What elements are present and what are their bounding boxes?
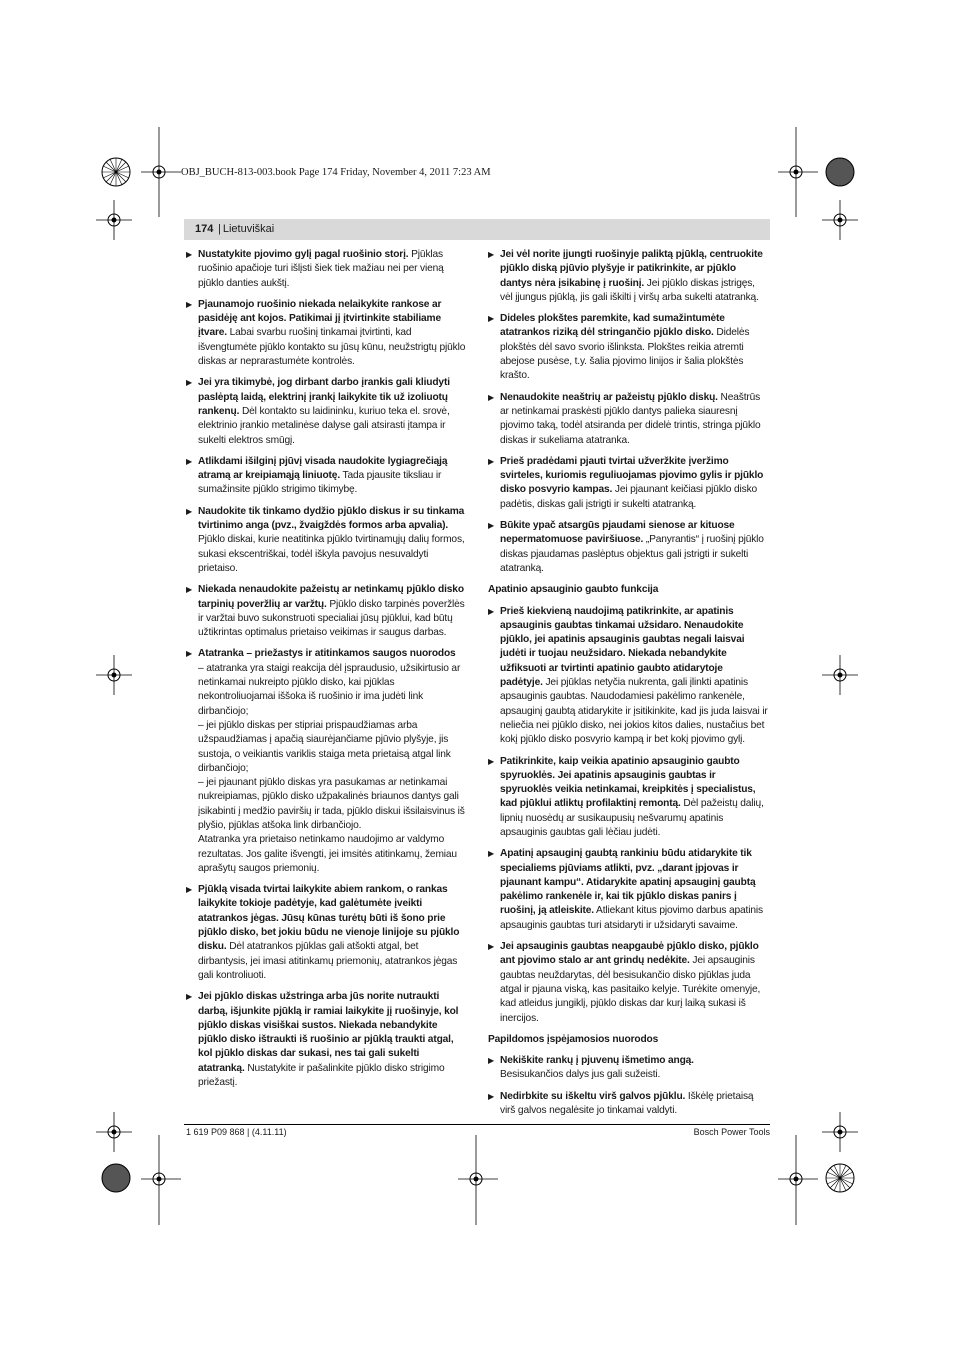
registration-mark-top-left-rosette (101, 157, 131, 187)
safety-item-bold-text: Pjūklą visada tvirtai laikykite abiem rankom, o rankas laikykite tokioje padėtyje, kad galėtumėte įveikti atatrankos jėgas. Jūsų kūnas turėtų būti iš šono prie pjūklo disko, bet jokiu būdu ne vienoje linijoje su pjūklo disku. (198, 884, 460, 953)
safety-item-bold-text: Atatranka – priežastys ir atitinkamos saugos nuorodos (198, 648, 456, 660)
bullet-triangle-icon: ▶ (488, 521, 495, 531)
safety-item-text: Dėl kontakto su laidininku, kuriuo teka el. srovė, elektrinio įrankio metalinėse dalyse gali atsirasti įtampa ir sukelti elektros smūgį. (198, 405, 450, 446)
safety-item-text: Jei pjaunant keičiasi pjūklo disko padėtis, diskas gali įstrigti ir sukelti atatranką. (500, 484, 758, 510)
section-heading-lower-guard: Apatinio apsauginio gaubto funkcija (488, 584, 659, 596)
safety-item-bold-text: Prieš kiekvieną naudojimą patikrinkite, ar apatinis apsauginis gaubtas tinkamai užsidaro. Nenaudokite pjūklo, jei apatinis apsauginis gaubtas negali laisvai judėti ir tuojau neužsidaro. Niekada nebandykite užfiksuoti ar tvirtinti apatinio gaubto atidarytoje padėtyje. (500, 605, 745, 689)
crosshair-mark-left-middle (96, 655, 132, 695)
safety-item-text: Besisukančios dalys jus gali sužeisti. (500, 1069, 661, 1081)
crosshair-mark-top-right (778, 127, 818, 217)
safety-list-item (488, 755, 768, 841)
safety-item-bold-text: Jei apsauginis gaubtas neapgaubė pjūklo disko, pjūklo ant pjovimo stalo ar ant grindų nedėkite. (500, 941, 759, 967)
safety-item-bold-text: Patikrinkite, kaip veikia apatinio apsauginio gaubto spyruoklės. Jei apatinis apsauginis gaubtas ir spyruoklės veikia netinkamai, kreipkitės į specialistus, kad pjūklui atliktų profilaktinį remontą. (500, 755, 756, 810)
safety-item-bold-text: Nenaudokite neaštrių ar pažeistų pjūklo diskų. (500, 391, 718, 403)
right-safety-list-b (488, 605, 768, 1026)
safety-list-item (488, 940, 768, 1026)
safety-item-bold-text: Naudokite tik tinkamo dydžio pjūklo diskus ir su tinkama tvirtinimo anga (pvz., žvaigždės formos arba apvalia). (198, 505, 465, 532)
safety-item-text: Atliekant kitus pjovimo darbus apatinis apsauginis gaubtas turi atsidaryti ir užsidaryti savaime. (500, 905, 763, 931)
safety-item-bold-text: Atlikdami išilginį pjūvį visada naudokite lygiagrečiąją atramą ar kreipiamąją liniuotę. (198, 455, 448, 482)
right-column (488, 248, 768, 1125)
safety-item-text: Pjūklo diskai, kurie neatitinka pjūklo tvirtinamųjų dalių formos, sukasi ekscentriškai, todėl iškyla pavojus nesuvaldyti prietaiso. (198, 534, 465, 574)
safety-list-item (488, 248, 768, 305)
bullet-triangle-icon: ▶ (186, 299, 193, 309)
safety-list-item (186, 298, 466, 369)
language-label: Lietuviškai (222, 223, 275, 235)
bullet-triangle-icon: ▶ (488, 314, 495, 324)
left-safety-list (186, 248, 466, 1090)
safety-list-item (488, 847, 768, 933)
registration-mark-bottom-right-rosette (825, 1163, 855, 1193)
printer-slug-line: OBJ_BUCH-813-003.book Page 174 Friday, November 4, 2011 7:23 AM (181, 167, 491, 178)
crosshair-mark-right-upper (822, 200, 858, 240)
safety-item-text: – atatranka yra staigi reakcija dėl įspraudusio, užsikirtusio ar netinkamai nukreipto pjūklo disko, kai pjūklas nekontroliuojamai iššoka iš ruošinio ir ima judėti link dirbančiojo; – jei pjūklo diskas per stipriai prispaudžiamas arba užspaudžiamas į apačią siaurėjančiame pjūvio plyšyje, jis sustoja, o veikiantis variklis staiga meta prietaisą atgal link dirbančiojo; – jei pjaunant pjūklo diskas yra pasukamas ar netinkamai nukreipiamas, pjūklo disko užpakalinės briaunos dantys gali įsikabinti į medžio paviršių ir tada, pjūklo diskui išsilaisvinus iš plyšio, pjūklas atšoka link dirbančiojo. Atatranka yra prietaiso netinkamo naudojimo ar valdymo rezultatas. Jos galite išvengti, jei imsitės atitinkamų, žemiau aprašytų saugos priemonių. (198, 662, 465, 874)
safety-item-bold-text: Jei pjūklo diskas užstringa arba jūs norite nutraukti darbą, išjunkite pjūklą ir ramiai laikykite jį ruošinyje, kol pjūklo diskas visiškai sustos. Niekada nebandykite pjūklo disko ištraukti iš ruošinio ar pjūklą traukti atgal, kol pjūklo diskas dar sukasi, nes tai gali sukelti atatranką. (198, 991, 459, 1074)
bullet-triangle-icon: ▶ (488, 849, 495, 859)
safety-list-item (488, 455, 768, 512)
safety-list-item (186, 583, 466, 640)
safety-item-text: Neaštrūs ar netinkamai praskėsti pjūklo dantys palieka siauresnį pjovimo taką, todėl atsiranda per didelė trintis, stringa pjūklo diskas ir sukeliama atatranka. (500, 391, 761, 446)
crosshair-mark-left-lower (96, 1112, 132, 1152)
safety-list-item (488, 312, 768, 383)
safety-item-bold-text: Jei yra tikimybė, jog dirbant darbo įrankis gali kliudyti paslėptą laidą, elektrinį įrankį laikykite tik už izoliuotų rankenų. (198, 377, 450, 417)
bullet-triangle-icon: ▶ (488, 756, 495, 766)
bullet-triangle-icon: ▶ (488, 456, 495, 466)
safety-item-bold-text: Niekada nenaudokite pažeistų ar netinkamų pjūklo disko tarpinių poveržlių ar varžtų. (198, 584, 464, 610)
bullet-triangle-icon: ▶ (186, 649, 193, 659)
safety-item-bold-text: Prieš pradėdami pjauti tvirtai užveržkite įveržimo svirteles, kuriomis reguliuojamas pjovimo gylis ir pjūklo disko posvyrio kampas. (500, 455, 764, 496)
page-number: 174 (195, 223, 214, 235)
bullet-triangle-icon: ▶ (488, 942, 495, 952)
safety-item-text: „Panyrantis“ į ruošinį pjūklo diskas pjaudamas paslėptus objektus gali įstrigti ir sukelti atatranką. (500, 534, 764, 574)
safety-item-bold-text: Nedirbkite su iškeltu virš galvos pjūklu. (500, 1090, 686, 1102)
bullet-triangle-icon: ▶ (186, 250, 193, 259)
right-safety-list-c (488, 1054, 768, 1118)
footer-brand: Bosch Power Tools (693, 1127, 770, 1137)
bullet-triangle-icon: ▶ (186, 456, 193, 466)
crosshair-mark-left-upper (96, 200, 132, 240)
page-language (218, 223, 274, 235)
safety-item-text: Dėl pažeistų dalių, lipnių nuosėdų ar susikaupusių nešvarumų apatinis apsauginis gaubtas gali lėčiau judėti. (500, 798, 764, 838)
safety-item-text: Jei pjūklas netyčia nukrenta, gali įlinkti apatinis apsauginis gaubtas. Naudodamiesi pakėlimo rankenėle, apsauginį gaubtą atidarykite ir įsitikinkite, kad jis juda laisvai ir neliečia nei pjūklo disko, nei jokios kitos dalies, nustačius bet kokį pjūklo disko posvyrio kampą ir bet kokį pjovimo gylį. (500, 677, 768, 746)
safety-list-item (488, 605, 768, 748)
safety-item-bold-text: Apatinį apsauginį gaubtą rankiniu būdu atidarykite tik specialiems pjūviams atlikti, pvz. „darant įpjovas ir pjaunant kampu“. Atidarykite apatinį apsauginį gaubtą pakėlimo rankenėle ir, kai tik pjūklo diskas panirs į ruošinį, ją atleiskite. (500, 848, 756, 917)
safety-list-item (186, 883, 466, 983)
safety-list-item (488, 1054, 768, 1083)
crosshair-mark-bottom-center (458, 1135, 498, 1225)
registration-mark-top-right-dark (825, 157, 855, 187)
safety-item-text: Didelės plokštės dėl savo svorio išlinksta. Plokštes reikia atremti abejose pusėse, t.y. šalia pjovimo linijos ir šalia plokštės krašto. (500, 327, 750, 382)
safety-item-text: Jei apsauginis gaubtas neuždarytas, dėl besisukančio disko pjūklas juda atgal ir pjauna viską, kas pasitaiko kelyje. Turėkite omenyje, kad atleidus jungiklį, pjūklo diskas dar kurį laiką sukasi iš inercijos. (500, 955, 761, 1024)
bullet-triangle-icon: ▶ (488, 392, 495, 402)
bullet-triangle-icon: ▶ (488, 1056, 495, 1066)
section-heading-additional-warnings: Papildomos įspėjamosios nuorodos (488, 1033, 659, 1045)
safety-list-item (488, 1090, 768, 1119)
safety-item-text: Iškėlę prietaisą virš galvos negalėsite jo tinkamai valdyti. (500, 1090, 754, 1117)
right-safety-list-a (488, 248, 768, 576)
crosshair-mark-bottom-left (141, 1135, 181, 1225)
crosshair-mark-right-lower (822, 1112, 858, 1152)
bullet-triangle-icon: ▶ (186, 585, 193, 595)
bullet-triangle-icon: ▶ (488, 606, 495, 616)
safety-list-item (186, 248, 466, 291)
safety-item-bold-text: Jei vėl norite įjungti ruošinyje paliktą pjūklą, centruokite pjūklo diską pjūvio plyšyje ir patikrinkite, ar pjūklo dantys nėra įsikabinę į ruošinį. (500, 249, 763, 289)
bullet-triangle-icon: ▶ (186, 506, 193, 516)
safety-item-bold-text: Pjaunamojo ruošinio niekada nelaikykite rankose ar pasidėję ant kojos. Patikimai jį įtvirtinkite stabiliame įtvare. (198, 298, 442, 339)
safety-item-text: Pjūklas ruošinio apačioje turi išlįsti šiek tiek mažiau nei per vieną pjūklo danties aukštį. (198, 249, 444, 289)
safety-item-bold-text: Dideles plokštes paremkite, kad sumažintumėte atatrankos riziką dėl stringančio pjūklo disko. (500, 313, 725, 339)
safety-list-item (186, 455, 466, 498)
bullet-triangle-icon: ▶ (488, 1091, 495, 1101)
bullet-triangle-icon: ▶ (186, 992, 193, 1002)
bullet-triangle-icon: ▶ (488, 250, 495, 259)
safety-list-item (488, 519, 768, 576)
safety-item-text: Dėl atatrankos pjūklas gali atšokti atgal, bet dirbantysis, jei imasi atitinkamų priemonių, atatrankos jėgas gali kontroliuoti. (198, 941, 458, 981)
safety-item-text: Labai svarbu ruošinį tinkamai įtvirtinti, kad išvengtumėte pjūklo kontakto su jūsų kūnu, neužstrigtų pjūklo diskas ar neprarastumėte kontrolės. (198, 327, 466, 368)
crosshair-mark-top-left (141, 127, 181, 217)
crosshair-mark-right-middle (822, 655, 858, 695)
safety-item-bold-text: Nekiškite rankų į pjuvenų išmetimo angą. (500, 1055, 694, 1067)
bullet-triangle-icon: ▶ (186, 378, 193, 388)
safety-list-item (186, 505, 466, 576)
safety-item-text: Nustatykite ir pašalinkite pjūklo disko strigimo priežastį. (198, 1062, 445, 1089)
left-column (186, 248, 466, 1097)
footer-doc-number: 1 619 P09 868 | (4.11.11) (186, 1127, 287, 1137)
safety-item-bold-text: Būkite ypač atsargūs pjaudami sienose ar kituose nepermatomuose paviršiuose. (500, 520, 735, 546)
footer-rule (184, 1124, 770, 1125)
safety-list-item (186, 990, 466, 1090)
safety-list-item (186, 376, 466, 447)
safety-item-text: Jei pjūklo diskas įstrigęs, vėl įjungus pjūklą, jis gali iškilti į viršų arba sukelti atatranką. (500, 277, 759, 303)
safety-item-bold-text: Nustatykite pjovimo gylį pagal ruošinio storį. (198, 249, 409, 260)
safety-item-text: Tada pjausite tiksliau ir sumažinsite pjūklo strigimo tikimybę. (198, 470, 442, 496)
safety-list-item (488, 391, 768, 448)
registration-mark-bottom-left-dark (101, 1163, 131, 1193)
crosshair-mark-bottom-right (778, 1135, 818, 1225)
safety-list-item (186, 647, 466, 876)
header-separator: | (218, 223, 221, 235)
safety-item-text: Pjūklo disko tarpinės poveržlės ir varžtai buvo sukonstruoti specialiai jūsų pjūklui, kad būtų užtikrintas optimalus prietaiso veikimas ir saugus darbas. (198, 598, 465, 639)
bullet-triangle-icon: ▶ (186, 885, 193, 895)
